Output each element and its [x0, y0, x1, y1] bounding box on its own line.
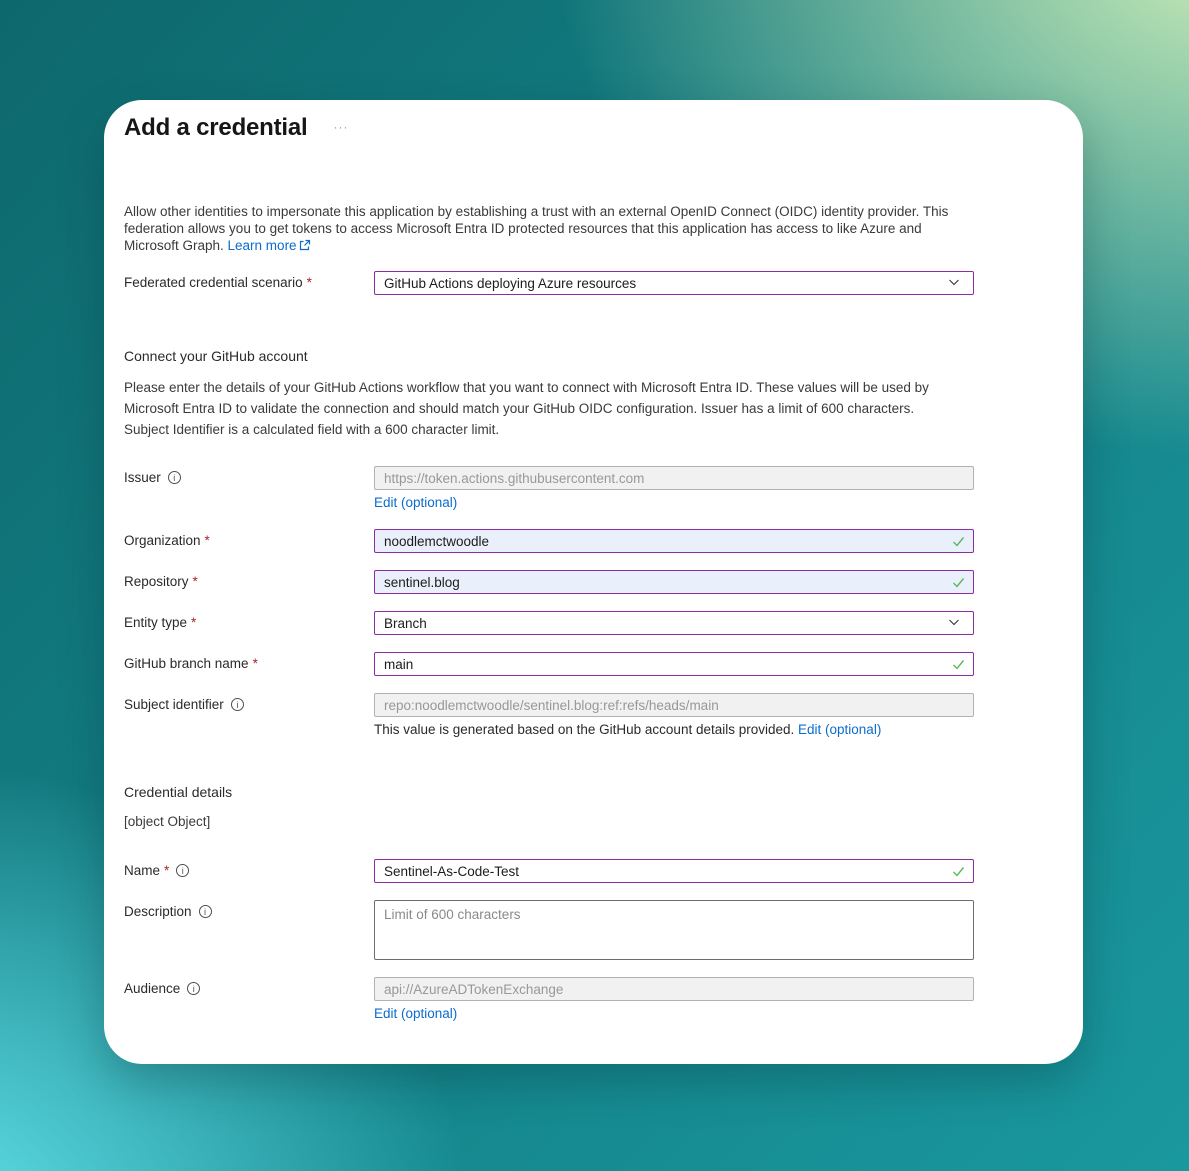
github-section-description: Please enter the details of your GitHub Actions workflow that you want to connect with Microsoft Entra ID. These values will be used by Microsoft Entra ID to validate the connection and should match your GitHub OIDC configuration. Issuer has a limit of 600 characters. Subject Identifier is a calculated field with a 600 character limit. — [124, 380, 929, 437]
required-asterisk: * — [192, 574, 198, 589]
subject-identifier-input — [374, 693, 974, 717]
branch-input[interactable] — [374, 652, 974, 676]
repository-label — [124, 570, 374, 589]
more-icon[interactable]: ··· — [333, 120, 349, 134]
scenario-row — [124, 271, 1083, 295]
description-label — [124, 900, 374, 919]
audience-input — [374, 977, 974, 1001]
subject-helper-text — [374, 722, 994, 737]
scenario-dropdown[interactable] — [374, 271, 974, 295]
scenario-label — [124, 271, 374, 290]
required-asterisk: * — [191, 615, 197, 630]
issuer-input — [374, 466, 974, 490]
credential-section-description: [object Object] — [124, 814, 211, 829]
repository-row — [124, 570, 1083, 594]
audience-row — [124, 977, 1083, 1023]
issuer-label — [124, 466, 374, 485]
intro-paragraph: Allow other identities to impersonate this application by establishing a trust with an external OpenID Connect (OIDC) identity provider. This federation allows you to get tokens to access Microsoft Entra ID protected resources that this application has access to like Azure and Microsoft Graph. — [124, 204, 949, 253]
required-asterisk: * — [252, 656, 258, 671]
info-icon[interactable]: i — [199, 905, 212, 918]
organization-label-text: Organization — [124, 533, 201, 548]
external-link-icon — [299, 238, 311, 255]
description-label-text: Description — [124, 904, 192, 919]
page-title: Add a credential — [124, 114, 308, 141]
credential-section-heading: Credential details — [124, 784, 233, 800]
entity-type-label — [124, 611, 374, 630]
organization-input[interactable] — [374, 529, 974, 553]
name-input[interactable] — [374, 859, 974, 883]
branch-label-text: GitHub branch name — [124, 656, 249, 671]
scenario-label-text: Federated credential scenario — [124, 275, 303, 290]
subject-helper-label: This value is generated based on the GitHub account details provided. — [374, 722, 799, 737]
subject-identifier-label — [124, 693, 374, 712]
valid-checkmark-icon — [951, 864, 966, 884]
organization-row — [124, 529, 1083, 553]
required-asterisk: * — [204, 533, 210, 548]
issuer-row — [124, 466, 1083, 512]
entity-type-dropdown[interactable] — [374, 611, 974, 635]
valid-checkmark-icon — [951, 657, 966, 677]
description-row — [124, 900, 1083, 960]
audience-label-text: Audience — [124, 981, 181, 996]
valid-checkmark-icon — [951, 534, 966, 554]
required-asterisk: * — [164, 863, 170, 878]
info-icon[interactable]: i — [176, 864, 189, 877]
subject-identifier-label-text: Subject identifier — [124, 697, 224, 712]
valid-checkmark-icon — [951, 575, 966, 595]
issuer-edit-link[interactable]: Edit (optional) — [374, 495, 458, 510]
info-icon[interactable]: i — [231, 698, 244, 711]
repository-label-text: Repository — [124, 574, 189, 589]
chevron-down-icon — [947, 275, 961, 292]
name-label — [124, 859, 374, 878]
audience-edit-link[interactable]: Edit (optional) — [374, 1006, 458, 1021]
subject-identifier-row — [124, 693, 1083, 737]
panel-header — [124, 114, 1083, 142]
github-section-heading: Connect your GitHub account — [124, 348, 308, 364]
add-credential-panel — [104, 100, 1083, 1064]
name-row — [124, 859, 1083, 883]
organization-label — [124, 529, 374, 548]
subject-edit-link[interactable]: Edit (optional) — [798, 722, 882, 737]
name-label-text: Name — [124, 863, 161, 878]
issuer-label-text: Issuer — [124, 470, 161, 485]
branch-label — [124, 652, 374, 671]
required-asterisk: * — [306, 275, 312, 290]
scenario-value: GitHub Actions deploying Azure resources — [384, 275, 637, 291]
description-textarea[interactable] — [374, 900, 974, 960]
audience-label — [124, 977, 374, 996]
repository-input[interactable] — [374, 570, 974, 594]
intro-text — [124, 203, 962, 255]
learn-more-label: Learn more — [227, 238, 297, 253]
branch-row — [124, 652, 1083, 676]
entity-type-value: Branch — [384, 615, 427, 631]
learn-more-link[interactable] — [228, 238, 311, 253]
entity-type-row — [124, 611, 1083, 635]
chevron-down-icon — [947, 615, 961, 632]
entity-type-label-text: Entity type — [124, 615, 188, 630]
info-icon[interactable]: i — [187, 982, 200, 995]
info-icon[interactable]: i — [168, 471, 181, 484]
